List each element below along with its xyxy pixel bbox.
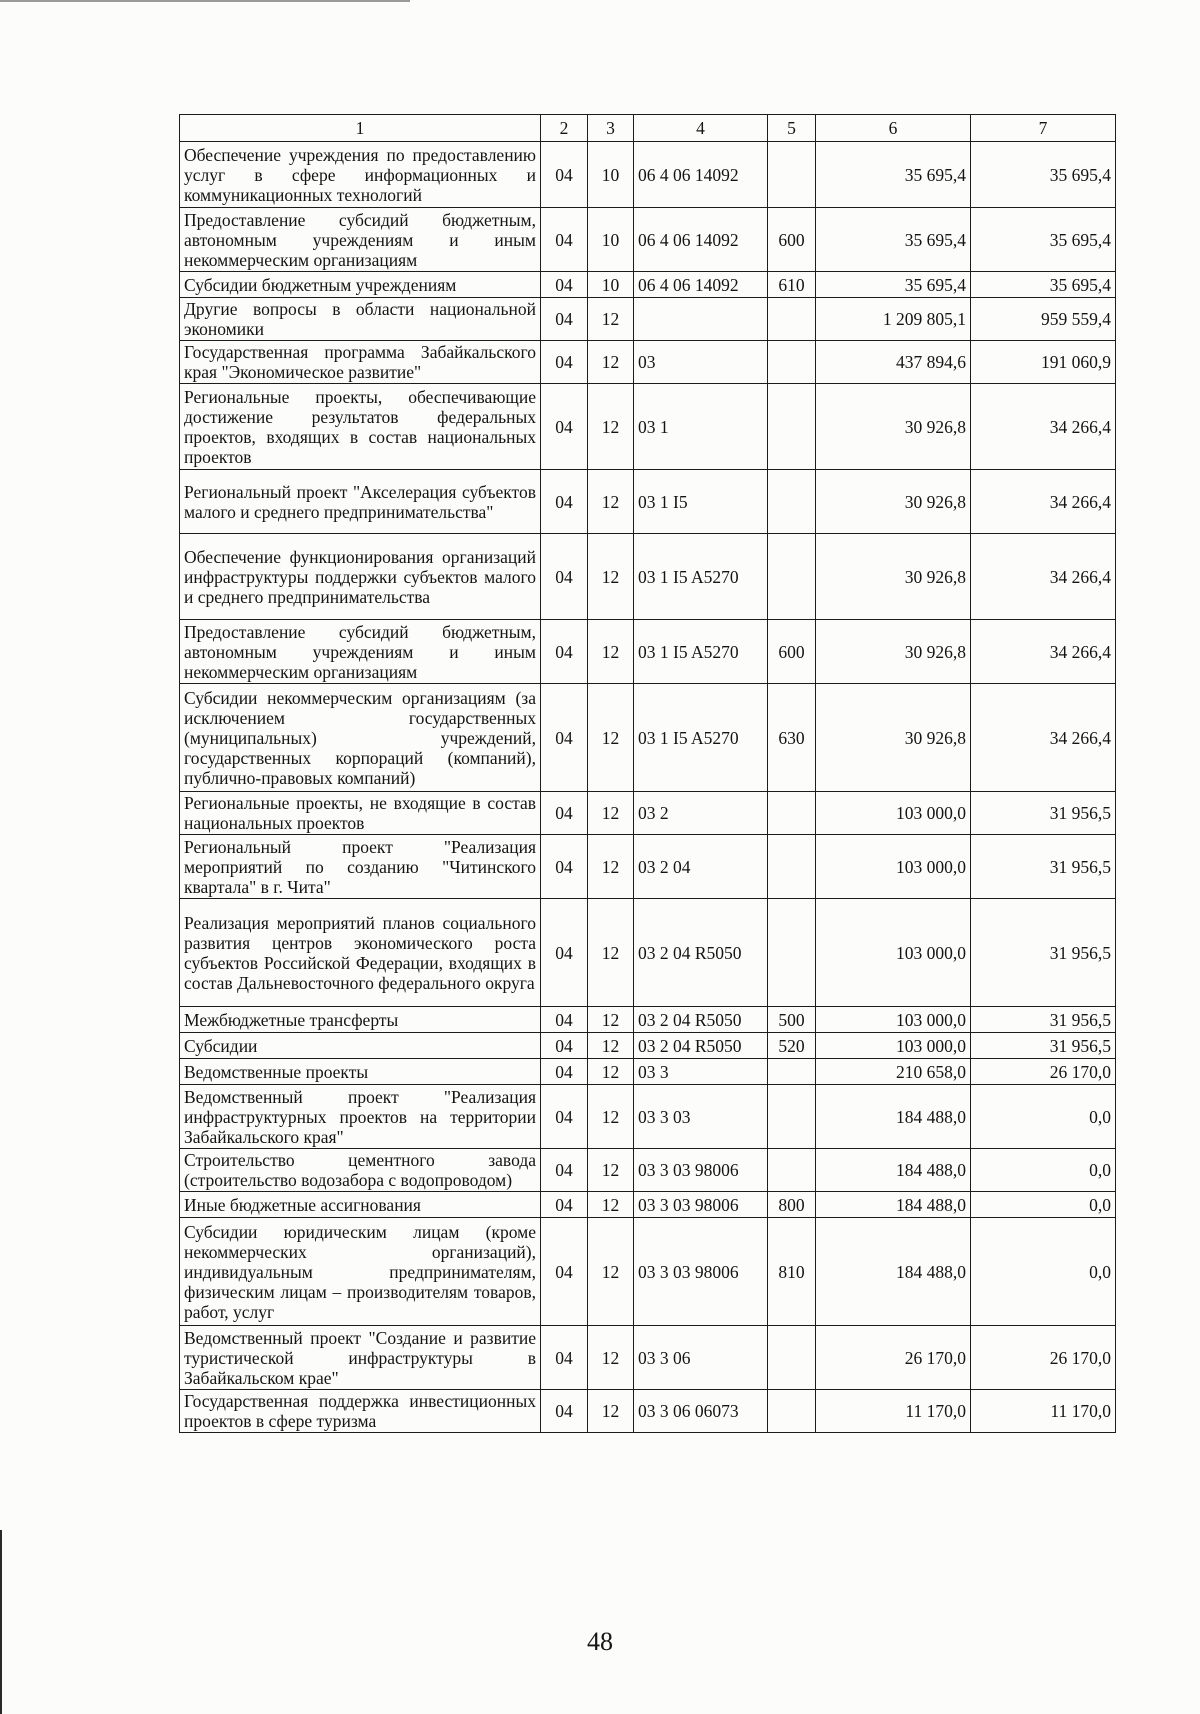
row-amount-col7: 34 266,4 — [971, 620, 1116, 684]
table-row — [180, 208, 1116, 272]
row-section: 04 — [541, 1218, 588, 1326]
row-subsection: 12 — [588, 899, 634, 1007]
row-amount-col6: 103 000,0 — [816, 835, 971, 899]
header-col-1: 1 — [180, 115, 541, 142]
row-subsection: 12 — [588, 684, 634, 792]
row-amount-col6: 103 000,0 — [816, 1007, 971, 1033]
row-name: Субсидии — [180, 1033, 541, 1059]
row-expense-type — [768, 899, 816, 1007]
row-target-code: 03 1 I5 A5270 — [634, 620, 768, 684]
row-section: 04 — [541, 1033, 588, 1059]
row-section: 04 — [541, 792, 588, 835]
table-row — [180, 1326, 1116, 1390]
row-amount-col6: 30 926,8 — [816, 620, 971, 684]
row-subsection: 12 — [588, 1390, 634, 1433]
row-amount-col6: 11 170,0 — [816, 1390, 971, 1433]
row-expense-type — [768, 1085, 816, 1149]
row-amount-col6: 103 000,0 — [816, 792, 971, 835]
table-row — [180, 384, 1116, 470]
row-amount-col7: 0,0 — [971, 1192, 1116, 1218]
row-amount-col7: 26 170,0 — [971, 1059, 1116, 1085]
row-target-code: 03 3 06 06073 — [634, 1390, 768, 1433]
row-name: Региональные проекты, обеспечивающие достижение результатов федеральных проектов, входящих в состав национальных проектов — [180, 384, 541, 470]
row-target-code — [634, 298, 768, 341]
row-expense-type — [768, 470, 816, 534]
row-subsection: 12 — [588, 470, 634, 534]
row-expense-type — [768, 142, 816, 208]
row-expense-type: 800 — [768, 1192, 816, 1218]
row-target-code: 03 2 04 — [634, 835, 768, 899]
row-section: 04 — [541, 835, 588, 899]
row-section: 04 — [541, 1326, 588, 1390]
scan-edge-top — [0, 0, 410, 2]
row-subsection: 12 — [588, 298, 634, 341]
row-subsection: 12 — [588, 1326, 634, 1390]
row-target-code: 03 1 — [634, 384, 768, 470]
row-target-code: 06 4 06 14092 — [634, 272, 768, 298]
table-row — [180, 1192, 1116, 1218]
row-target-code: 03 2 04 R5050 — [634, 1007, 768, 1033]
row-expense-type: 810 — [768, 1218, 816, 1326]
row-amount-col7: 11 170,0 — [971, 1390, 1116, 1433]
row-expense-type: 520 — [768, 1033, 816, 1059]
table-row — [180, 341, 1116, 384]
row-subsection: 12 — [588, 792, 634, 835]
row-target-code: 03 1 I5 A5270 — [634, 534, 768, 620]
row-expense-type — [768, 792, 816, 835]
row-section: 04 — [541, 1192, 588, 1218]
row-subsection: 12 — [588, 1218, 634, 1326]
row-amount-col7: 959 559,4 — [971, 298, 1116, 341]
table-row — [180, 1218, 1116, 1326]
table-row — [180, 1059, 1116, 1085]
row-expense-type — [768, 384, 816, 470]
row-section: 04 — [541, 384, 588, 470]
row-name: Иные бюджетные ассигнования — [180, 1192, 541, 1218]
row-amount-col6: 103 000,0 — [816, 1033, 971, 1059]
row-subsection: 10 — [588, 142, 634, 208]
row-amount-col7: 31 956,5 — [971, 1007, 1116, 1033]
table-row — [180, 684, 1116, 792]
row-target-code: 03 — [634, 341, 768, 384]
row-section: 04 — [541, 1007, 588, 1033]
row-expense-type: 600 — [768, 620, 816, 684]
row-amount-col6: 30 926,8 — [816, 534, 971, 620]
row-subsection: 10 — [588, 272, 634, 298]
row-target-code: 03 1 I5 — [634, 470, 768, 534]
row-target-code: 03 3 03 98006 — [634, 1218, 768, 1326]
row-amount-col6: 35 695,4 — [816, 272, 971, 298]
row-name: Обеспечение функционирования организаций инфраструктуры поддержки субъектов малого и среднего предпринимательства — [180, 534, 541, 620]
row-amount-col6: 103 000,0 — [816, 899, 971, 1007]
row-amount-col6: 1 209 805,1 — [816, 298, 971, 341]
row-amount-col6: 30 926,8 — [816, 684, 971, 792]
row-subsection: 12 — [588, 1007, 634, 1033]
row-name: Субсидии бюджетным учреждениям — [180, 272, 541, 298]
row-subsection: 12 — [588, 620, 634, 684]
budget-table — [179, 114, 1116, 1433]
row-name: Другие вопросы в области национальной экономики — [180, 298, 541, 341]
row-section: 04 — [541, 470, 588, 534]
row-amount-col7: 34 266,4 — [971, 384, 1116, 470]
header-col-4: 4 — [634, 115, 768, 142]
row-expense-type — [768, 1390, 816, 1433]
header-col-7: 7 — [971, 115, 1116, 142]
row-target-code: 03 2 04 R5050 — [634, 899, 768, 1007]
row-expense-type — [768, 341, 816, 384]
row-name: Реализация мероприятий планов социального развития центров экономического роста субъектов Российской Федерации, входящих в состав Дальневосточного федерального округа — [180, 899, 541, 1007]
row-amount-col7: 191 060,9 — [971, 341, 1116, 384]
row-amount-col6: 35 695,4 — [816, 142, 971, 208]
row-target-code: 06 4 06 14092 — [634, 142, 768, 208]
row-section: 04 — [541, 620, 588, 684]
row-subsection: 12 — [588, 384, 634, 470]
table-row — [180, 1085, 1116, 1149]
row-name: Ведомственный проект "Реализация инфраструктурных проектов на территории Забайкальского края" — [180, 1085, 541, 1149]
row-amount-col6: 184 488,0 — [816, 1218, 971, 1326]
row-subsection: 12 — [588, 1149, 634, 1192]
table-row — [180, 899, 1116, 1007]
row-target-code: 03 3 03 — [634, 1085, 768, 1149]
row-section: 04 — [541, 534, 588, 620]
row-section: 04 — [541, 684, 588, 792]
row-expense-type: 610 — [768, 272, 816, 298]
row-name: Региональный проект "Акселерация субъектов малого и среднего предпринимательства" — [180, 470, 541, 534]
row-subsection: 12 — [588, 341, 634, 384]
row-subsection: 10 — [588, 208, 634, 272]
row-amount-col7: 35 695,4 — [971, 208, 1116, 272]
row-section: 04 — [541, 1085, 588, 1149]
row-expense-type: 630 — [768, 684, 816, 792]
row-section: 04 — [541, 1390, 588, 1433]
header-col-3: 3 — [588, 115, 634, 142]
row-amount-col6: 30 926,8 — [816, 384, 971, 470]
row-amount-col7: 31 956,5 — [971, 899, 1116, 1007]
header-col-5: 5 — [768, 115, 816, 142]
row-target-code: 03 2 — [634, 792, 768, 835]
row-target-code: 03 3 03 98006 — [634, 1149, 768, 1192]
row-target-code: 03 3 — [634, 1059, 768, 1085]
page-number: 48 — [587, 1627, 613, 1656]
row-amount-col6: 26 170,0 — [816, 1326, 971, 1390]
row-name: Государственная программа Забайкальского края "Экономическое развитие" — [180, 341, 541, 384]
row-amount-col6: 30 926,8 — [816, 470, 971, 534]
row-amount-col7: 31 956,5 — [971, 1033, 1116, 1059]
scan-edge-left — [0, 1530, 2, 1714]
row-name: Строительство цементного завода (строительство водозабора с водопроводом) — [180, 1149, 541, 1192]
row-amount-col6: 210 658,0 — [816, 1059, 971, 1085]
row-name: Обеспечение учреждения по предоставлению услуг в сфере информационных и коммуникационных технологий — [180, 142, 541, 208]
row-expense-type: 500 — [768, 1007, 816, 1033]
table-row — [180, 534, 1116, 620]
table-row — [180, 298, 1116, 341]
row-amount-col7: 26 170,0 — [971, 1326, 1116, 1390]
row-target-code: 03 2 04 R5050 — [634, 1033, 768, 1059]
row-amount-col7: 35 695,4 — [971, 272, 1116, 298]
table-row — [180, 1390, 1116, 1433]
row-section: 04 — [541, 1149, 588, 1192]
row-amount-col6: 35 695,4 — [816, 208, 971, 272]
header-col-6: 6 — [816, 115, 971, 142]
row-amount-col7: 34 266,4 — [971, 684, 1116, 792]
row-name: Предоставление субсидий бюджетным, автономным учреждениям и иным некоммерческим организациям — [180, 208, 541, 272]
row-section: 04 — [541, 142, 588, 208]
row-subsection: 12 — [588, 1085, 634, 1149]
row-subsection: 12 — [588, 1192, 634, 1218]
table-row — [180, 470, 1116, 534]
row-amount-col6: 184 488,0 — [816, 1149, 971, 1192]
row-name: Региональный проект "Реализация мероприятий по созданию "Читинского квартала" в г. Чита" — [180, 835, 541, 899]
row-name: Субсидии юридическим лицам (кроме некоммерческих организаций), индивидуальным предпринимателям, физическим лицам – производителям товаров, работ, услуг — [180, 1218, 541, 1326]
table-row — [180, 792, 1116, 835]
row-amount-col7: 34 266,4 — [971, 470, 1116, 534]
header-col-2: 2 — [541, 115, 588, 142]
row-name: Ведомственные проекты — [180, 1059, 541, 1085]
row-name: Ведомственный проект "Создание и развитие туристической инфраструктуры в Забайкальском крае" — [180, 1326, 541, 1390]
row-subsection: 12 — [588, 534, 634, 620]
row-target-code: 03 3 06 — [634, 1326, 768, 1390]
row-name: Предоставление субсидий бюджетным, автономным учреждениям и иным некоммерческим организациям — [180, 620, 541, 684]
row-name: Региональные проекты, не входящие в состав национальных проектов — [180, 792, 541, 835]
row-expense-type — [768, 298, 816, 341]
row-name: Субсидии некоммерческим организациям (за исключением государственных (муниципальных) учреждений, государственных корпораций (компаний), публично-правовых компаний) — [180, 684, 541, 792]
row-section: 04 — [541, 341, 588, 384]
row-section: 04 — [541, 899, 588, 1007]
row-expense-type — [768, 1059, 816, 1085]
row-section: 04 — [541, 272, 588, 298]
table-row — [180, 620, 1116, 684]
row-target-code: 06 4 06 14092 — [634, 208, 768, 272]
row-amount-col6: 184 488,0 — [816, 1192, 971, 1218]
row-section: 04 — [541, 208, 588, 272]
table-row — [180, 272, 1116, 298]
row-subsection: 12 — [588, 835, 634, 899]
row-amount-col6: 184 488,0 — [816, 1085, 971, 1149]
row-target-code: 03 3 03 98006 — [634, 1192, 768, 1218]
table-row — [180, 835, 1116, 899]
row-name: Межбюджетные трансферты — [180, 1007, 541, 1033]
row-amount-col6: 437 894,6 — [816, 341, 971, 384]
row-subsection: 12 — [588, 1059, 634, 1085]
row-amount-col7: 0,0 — [971, 1218, 1116, 1326]
row-section: 04 — [541, 298, 588, 341]
row-expense-type — [768, 1149, 816, 1192]
row-amount-col7: 35 695,4 — [971, 142, 1116, 208]
table-header-row — [180, 115, 1116, 142]
row-expense-type — [768, 534, 816, 620]
row-section: 04 — [541, 1059, 588, 1085]
row-expense-type: 600 — [768, 208, 816, 272]
row-amount-col7: 31 956,5 — [971, 835, 1116, 899]
row-target-code: 03 1 I5 A5270 — [634, 684, 768, 792]
row-name: Государственная поддержка инвестиционных проектов в сфере туризма — [180, 1390, 541, 1433]
table-row — [180, 1149, 1116, 1192]
row-amount-col7: 34 266,4 — [971, 534, 1116, 620]
table-row — [180, 142, 1116, 208]
row-expense-type — [768, 835, 816, 899]
row-amount-col7: 0,0 — [971, 1149, 1116, 1192]
row-amount-col7: 31 956,5 — [971, 792, 1116, 835]
table-row — [180, 1033, 1116, 1059]
table-row — [180, 1007, 1116, 1033]
row-expense-type — [768, 1326, 816, 1390]
row-subsection: 12 — [588, 1033, 634, 1059]
row-amount-col7: 0,0 — [971, 1085, 1116, 1149]
